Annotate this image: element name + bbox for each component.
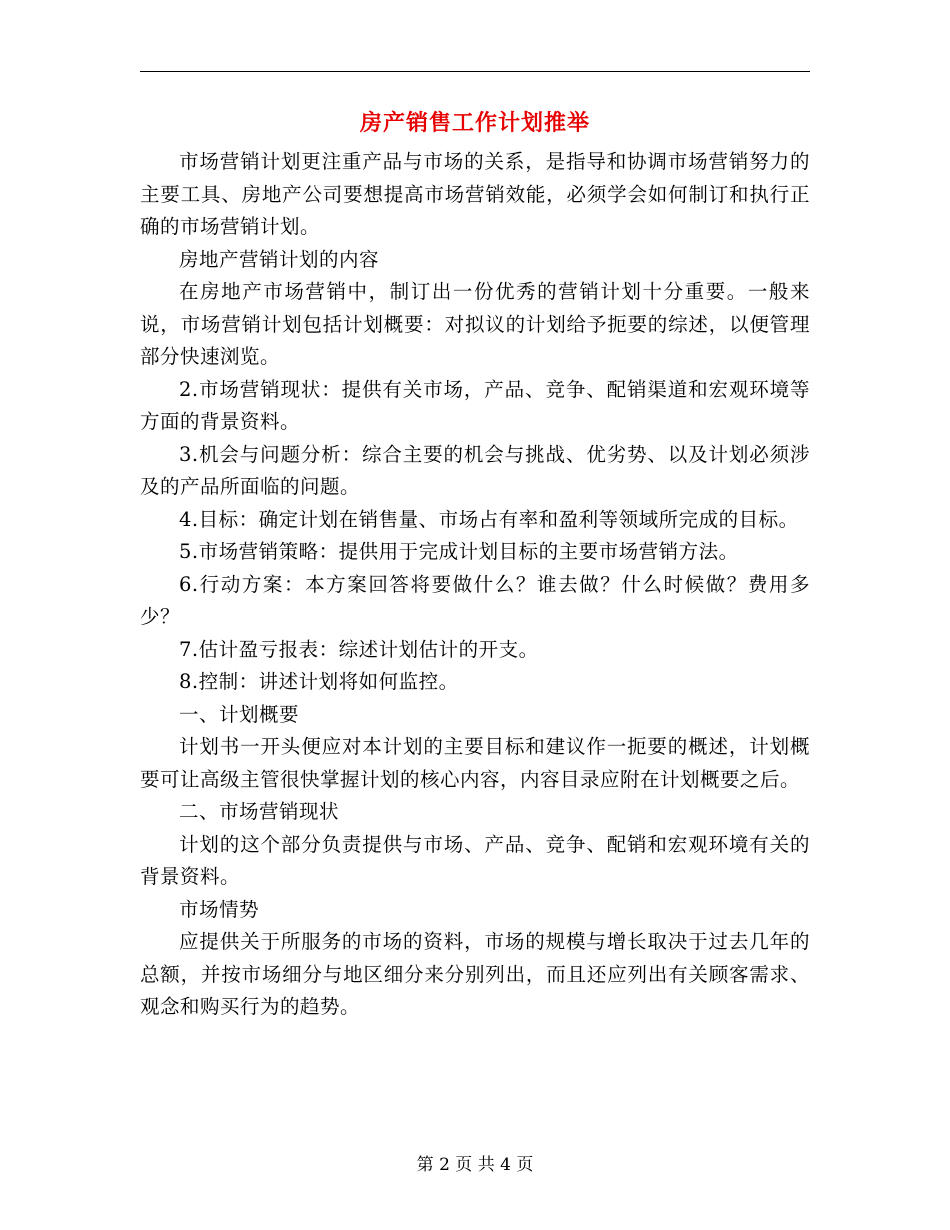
list-item: 7.估计盈亏报表：综述计划估计的开支。: [179, 637, 539, 661]
paragraph: 计划书一开头便应对本计划的主要目标和建议作一扼要的概述，计划概要可让高级主管很快掌握计划的核心内容，内容目录应附在计划概要之后。: [140, 735, 810, 791]
section-heading: 一、计划概要: [179, 702, 300, 726]
paragraph: 市场营销计划更注重产品与市场的关系，是指导和协调市场营销努力的主要工具、房地产公司要想提高市场营销效能，必须学会如何制订和执行正确的市场营销计划。: [140, 150, 810, 238]
paragraph: 应提供关于所服务的市场的资料，市场的规模与增长取决于过去几年的总额，并按市场细分与地区细分来分别列出，而且还应列出有关顾客需求、观念和购买行为的趋势。: [140, 930, 810, 1018]
list-item: 5.市场营销策略：提供用于完成计划目标的主要市场营销方法。: [179, 540, 739, 563]
list-item: 2.市场营销现状：提供有关市场，产品、竞争、配销渠道和宏观环境等方面的背景资料。: [140, 377, 810, 433]
header-rule: [140, 71, 810, 72]
page-number: 第 2 页 共 4 页: [416, 1155, 534, 1175]
list-item: 8.控制：讲述计划将如何监控。: [179, 670, 459, 693]
section-heading: 二、市场营销现状: [179, 800, 340, 823]
list-item: 6.行动方案：本方案回答将要做什么？谁去做？什么时候做？费用多少？: [140, 572, 810, 628]
list-item: 4.目标：确定计划在销售量、市场占有率和盈利等领域所完成的目标。: [179, 507, 799, 531]
paragraph: 在房地产市场营销中，制订出一份优秀的营销计划十分重要。一般来说，市场营销计划包括计划概要：对拟议的计划给予扼要的综述，以便管理部分快速浏览。: [140, 280, 810, 368]
list-item: 3.机会与问题分析：综合主要的机会与挑战、优劣势、以及计划必须涉及的产品所面临的问题。: [140, 442, 810, 498]
document-title: 房产销售工作计划推举: [359, 110, 590, 136]
section-heading: 房地产营销计划的内容: [179, 247, 380, 271]
section-heading: 市场情势: [179, 897, 260, 921]
paragraph: 计划的这个部分负责提供与市场、产品、竞争、配销和宏观环境有关的背景资料。: [140, 832, 810, 888]
document-body: [140, 146, 810, 1024]
